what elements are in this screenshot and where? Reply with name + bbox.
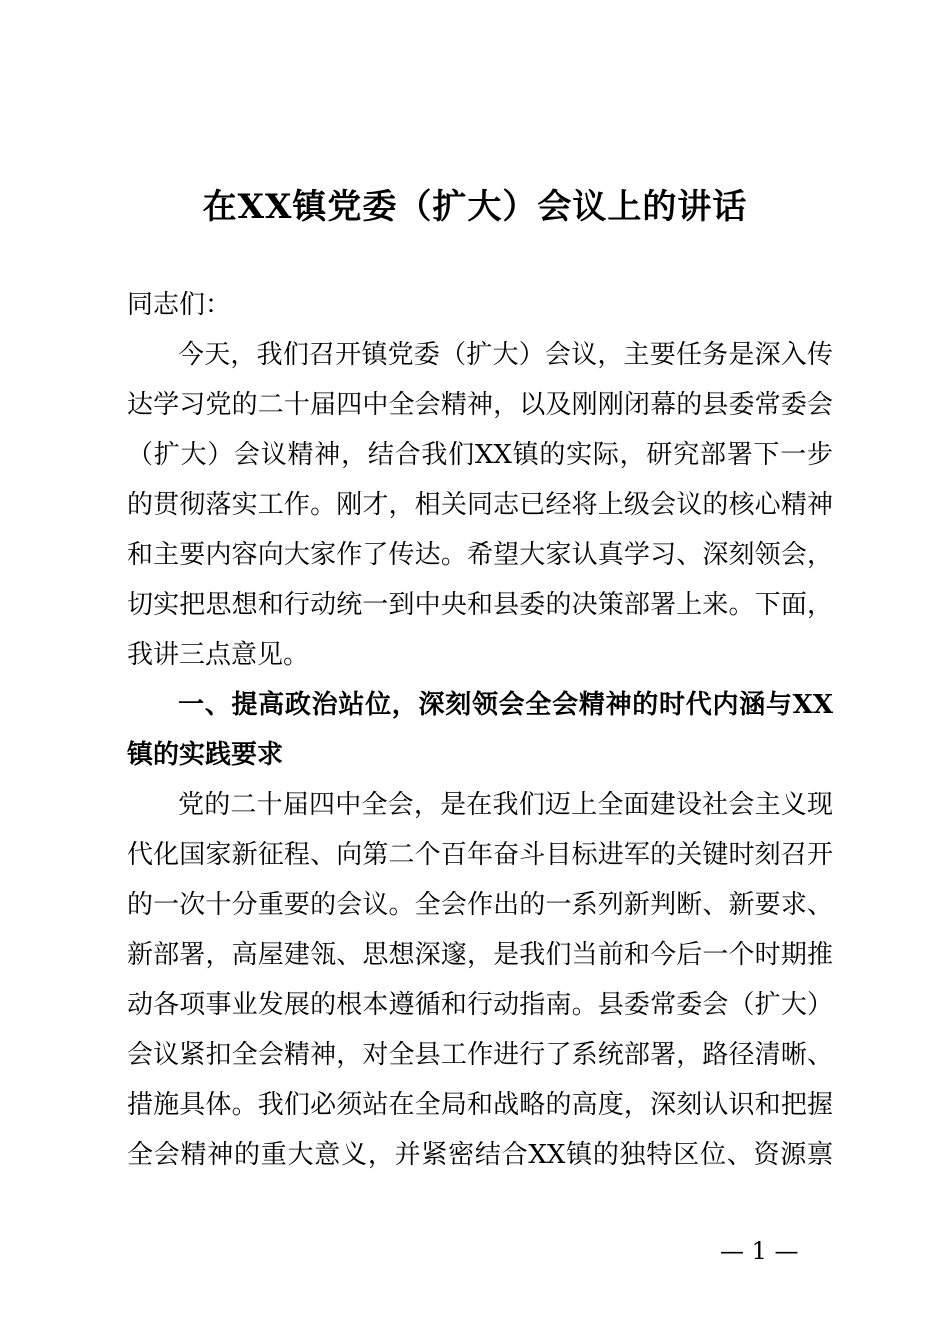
text-line: 的贯彻落实工作。刚才，相关同志已经将上级会议的核心精神 — [127, 490, 833, 520]
text-line: 措施具体。我们必须站在全局和战略的高度，深刻认识和把握 — [127, 1090, 833, 1120]
text-line: 切实把思想和行动统一到中央和县委的决策部署上来。下面， — [127, 590, 833, 620]
text-line: 达学习党的二十届四中全会精神，以及刚刚闭幕的县委常委会 — [127, 390, 833, 420]
text-line: （扩大）会议精神，结合我们XX镇的实际，研究部署下一步 — [127, 440, 833, 470]
paragraph — [127, 780, 833, 1180]
text-line: 的一次十分重要的会议。全会作出的一系列新判断、新要求、 — [127, 890, 833, 920]
paragraph — [127, 330, 833, 680]
text-line: 镇的实践要求 — [127, 740, 284, 770]
text-line: 今天，我们召开镇党委（扩大）会议，主要任务是深入传 — [178, 340, 833, 370]
text-line: 我讲三点意见。 — [127, 640, 310, 670]
section-heading — [127, 680, 833, 780]
text-line: 一、提高政治站位，深刻领会全会精神的时代内涵与XX — [178, 690, 833, 720]
text-line: 和主要内容向大家作了传达。希望大家认真学习、深刻领会， — [127, 540, 833, 570]
text-line: 同志们： — [127, 290, 232, 320]
text-line: 动各项事业发展的根本遵循和行动指南。县委常委会（扩大） — [127, 990, 833, 1020]
text-line: 党的二十届四中全会，是在我们迈上全面建设社会主义现 — [178, 790, 833, 820]
page-number: — 1 — — [720, 1237, 799, 1265]
document-title: 在XX镇党委（扩大）会议上的讲话 — [202, 187, 748, 227]
text-line: 会议紧扣全会精神，对全县工作进行了系统部署，路径清晰、 — [127, 1040, 833, 1070]
salutation — [127, 280, 833, 330]
text-line: 代化国家新征程、向第二个百年奋斗目标进军的关键时刻召开 — [127, 840, 833, 870]
document-body — [127, 280, 833, 1180]
text-line: 全会精神的重大意义，并紧密结合XX镇的独特区位、资源禀 — [127, 1140, 833, 1170]
text-line: 新部署，高屋建瓴、思想深邃，是我们当前和今后一个时期推 — [127, 940, 833, 970]
